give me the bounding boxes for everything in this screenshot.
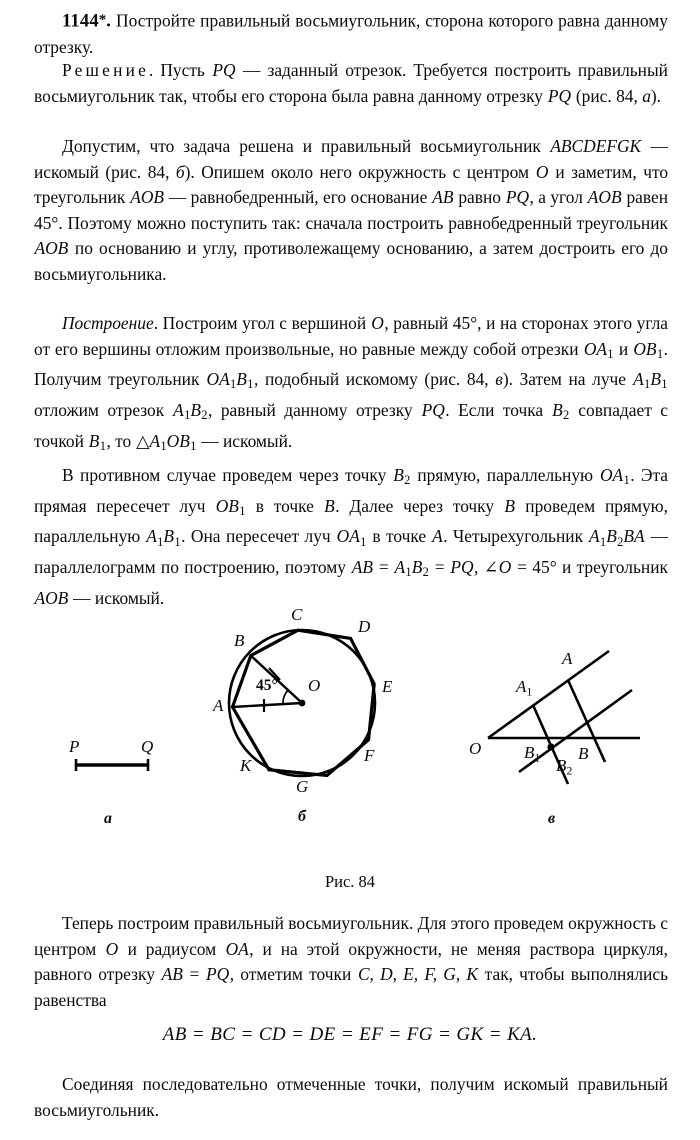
label-octagon-b: B — [234, 631, 245, 650]
label-v-a: A — [562, 649, 573, 668]
solution-p2-e: — равнобедренный, его основание — [164, 187, 432, 208]
proof-eq1: = — [373, 557, 394, 578]
solution-paragraph-1 — [34, 58, 668, 109]
construction-g: отложим отрезок — [34, 400, 173, 421]
math-ob1-2: $OB_1$ — [215, 495, 246, 518]
solution-p2-a: Допустим, что задача решена и правильный восьмиугольник — [62, 136, 550, 156]
label-octagon-center-o: O — [308, 676, 321, 695]
math-point-a: A — [432, 526, 443, 547]
label-angle-45: 45° — [256, 677, 278, 694]
math-a1b2-2: $A_1B_2$ — [394, 557, 429, 580]
solution-p2-i: по основанию и углу, противолежащему основанию, а затем достроить его до восьмиугольника. — [34, 238, 668, 284]
closing-a: Теперь построим правильный восьмиугольник. Для этого проведем окружность с центром — [34, 913, 668, 959]
math-segment-ab: AB — [432, 187, 454, 208]
math-angle-aob: AOB — [587, 187, 622, 208]
construction-f: ). Затем на луче — [502, 369, 633, 390]
problem-star: * — [98, 12, 107, 28]
construction-h: , равный данному отрезку — [208, 400, 422, 421]
label-octagon-c: C — [291, 605, 303, 624]
solution-p1-b: (рис. 84, — [571, 85, 643, 106]
label-v-b1: $B_1$ — [524, 743, 541, 765]
proof-a: В противном случае проведем через точку — [62, 465, 393, 485]
label-p: P — [69, 737, 80, 756]
construction-l: — искомый. — [196, 430, 293, 451]
math-triangle-a1ob1: $\triangle A_1OB_1$ — [136, 430, 197, 453]
math-triangle-aob-2: AOB — [34, 238, 69, 259]
solution-p2-g: , а угол — [529, 187, 588, 208]
math-vertex-o: O — [371, 313, 384, 333]
label-v-b2: $B_2$ — [556, 756, 573, 778]
proof-f: проведем прямую, параллельную — [34, 495, 668, 547]
construction-e: , подобный искомому (рис. 84, — [253, 369, 496, 390]
construction-k: , то — [106, 430, 136, 451]
math-center-o: O — [105, 938, 119, 959]
construction-c: и — [614, 338, 633, 359]
label-q: Q — [141, 737, 154, 756]
closing-c: , и на этой окружности, не меняя раствора циркуля, равного отрезку — [34, 938, 668, 985]
math-point-b2-2: $B_2$ — [393, 465, 411, 488]
proof-h: в точке — [366, 526, 432, 547]
fig-ref-letter-v: в — [495, 369, 503, 390]
problem-number-suffix: . — [106, 11, 112, 32]
math-ab-2: AB — [351, 557, 374, 578]
problem-statement-text: Постройте правильный восьмиугольник, сторона которого равна данному отрезку. — [34, 10, 668, 58]
construction-paragraph — [34, 311, 668, 459]
sublabel-a: а — [104, 810, 112, 827]
math-segment-a1b2: $A_1B_2$ — [173, 400, 208, 423]
closing-e: так, чтобы выполнялись равенства — [34, 964, 668, 1010]
construction-b: , равный 45°, и на сторонах этого угла от его вершины отложим произвольные, но равные между собой отрезки — [34, 313, 668, 359]
proof-l: = 45° и треугольник — [511, 557, 668, 578]
equality-chain: AB = BC = CD = DE = EF = FG = GK = KA. — [162, 1024, 538, 1045]
proof-i: . Четырехугольник — [443, 526, 589, 547]
math-points-list: C, D, E, F, G, K — [357, 964, 478, 985]
math-pq-2: PQ — [547, 85, 572, 106]
math-oa1: $OA_1$ — [583, 338, 614, 361]
math-point-b2: $B_2$ — [552, 400, 570, 423]
sublabel-b: б — [298, 808, 306, 825]
label-octagon-d: D — [358, 617, 371, 636]
proof-k: , ∠ — [474, 557, 499, 578]
proof-c: . Эта прямая пересечет луч — [34, 465, 668, 516]
fig-ref-letter-b: б — [175, 161, 185, 182]
math-triangle-aob-3: AOB — [34, 587, 69, 608]
proof-e: . Далее через точку — [335, 495, 504, 516]
solution-p2-h: равен 45°. Поэтому можно поступить так: сначала построить равнобедренный треугольник — [34, 187, 668, 233]
math-oa1-2: $OA_1$ — [599, 465, 630, 488]
math-pq-3: PQ — [421, 400, 445, 421]
label-octagon-f: F — [364, 746, 375, 765]
solution-p2-b: — искомый (рис. 84, — [34, 136, 668, 182]
problem-statement-paragraph — [34, 8, 668, 61]
construction-d: . Получим треугольник — [34, 338, 668, 390]
proof-b: прямую, параллельную — [410, 465, 600, 485]
proof-d: в точке — [246, 495, 324, 516]
label-v-a1: $A_1$ — [516, 677, 533, 699]
proof-paragraph — [34, 463, 668, 611]
solution-p2-d: и заметим, что треугольник — [34, 161, 669, 208]
label-v-b: B — [578, 744, 589, 763]
figure-drawing — [0, 604, 700, 894]
math-triangle-aob-1: AOB — [130, 187, 165, 208]
math-radius-oa: OA — [225, 938, 249, 959]
solution-p2-c: ). Опишем около него окружность с центром — [184, 161, 536, 182]
closing-eq: = — [183, 964, 206, 985]
octagon-drawing — [229, 630, 375, 776]
proof-m: — искомый. — [68, 587, 165, 608]
math-point-b1: $B_1$ — [88, 430, 106, 453]
closing-b: и радиусом — [118, 938, 226, 959]
problem-number: 1144 — [62, 11, 99, 32]
math-ab-3: AB — [161, 964, 183, 985]
math-pq-5: PQ — [206, 964, 230, 985]
closing-paragraph-1 — [34, 911, 668, 1013]
solution-heading: Решение — [62, 60, 150, 80]
solution-p1-c: ). — [650, 85, 662, 106]
sublabel-v: в — [548, 810, 556, 827]
math-angle-o: O — [498, 557, 512, 578]
proof-eq2: = — [429, 557, 450, 578]
math-oa1-3: $OA_1$ — [336, 526, 367, 549]
label-octagon-k: K — [240, 756, 252, 775]
math-pq: PQ — [212, 60, 236, 80]
closing-paragraph-2 — [34, 1072, 668, 1123]
solution-paragraph-2 — [34, 134, 668, 288]
construction-heading: Построение — [62, 313, 154, 333]
solution-heading-rest: . Пусть — [149, 60, 212, 80]
fig-ref-letter-a: а — [642, 85, 651, 106]
closing-final-text: Соединяя последовательно отмеченные точки, получим искомый правильный восьмиугольник. — [34, 1074, 668, 1120]
label-octagon-g: G — [296, 777, 309, 796]
label-octagon-e: E — [382, 677, 393, 696]
problem-statement-block — [34, 8, 668, 61]
solution-p1-a: — заданный отрезок. Требуется построить правильный восьмиугольник так, чтобы его сторона была равна данному отрезку — [34, 60, 668, 106]
math-a1b1-2: $A_1B_1$ — [146, 526, 181, 549]
segment-pq-drawing — [76, 759, 148, 771]
solution-p2-f: равно — [453, 187, 506, 208]
math-pq-4: PQ — [450, 557, 474, 578]
construction-a: . Построим угол с вершиной — [153, 313, 371, 333]
math-segment-pq: PQ — [505, 187, 530, 208]
proof-j: — параллелограмм по построению, поэтому — [34, 526, 668, 578]
figure-caption: Рис. 84 — [324, 872, 376, 891]
label-octagon-a: A — [213, 696, 224, 715]
construction-j: совпадает с точкой — [34, 400, 668, 451]
math-point-b: B — [324, 495, 335, 516]
math-ob1: $OB_1$ — [633, 338, 664, 361]
math-polygon-abcdefgk: ABCDEFGK — [550, 136, 642, 156]
figure-84 — [0, 604, 700, 894]
math-ray-a1b1: $A_1B_1$ — [633, 369, 668, 392]
construction-i: . Если точка — [445, 400, 552, 421]
closing-d: , отметим точки — [229, 964, 358, 985]
math-triangle-oa1b1: $OA_1B_1$ — [206, 369, 254, 392]
proof-g: . Она пересечет луч — [181, 526, 337, 547]
label-v-o: O — [469, 739, 482, 758]
math-quad-a1b2ba: $A_1B_2BA$ — [589, 526, 645, 549]
math-point-o: O — [535, 161, 549, 182]
math-point-b-2: B — [504, 495, 515, 516]
